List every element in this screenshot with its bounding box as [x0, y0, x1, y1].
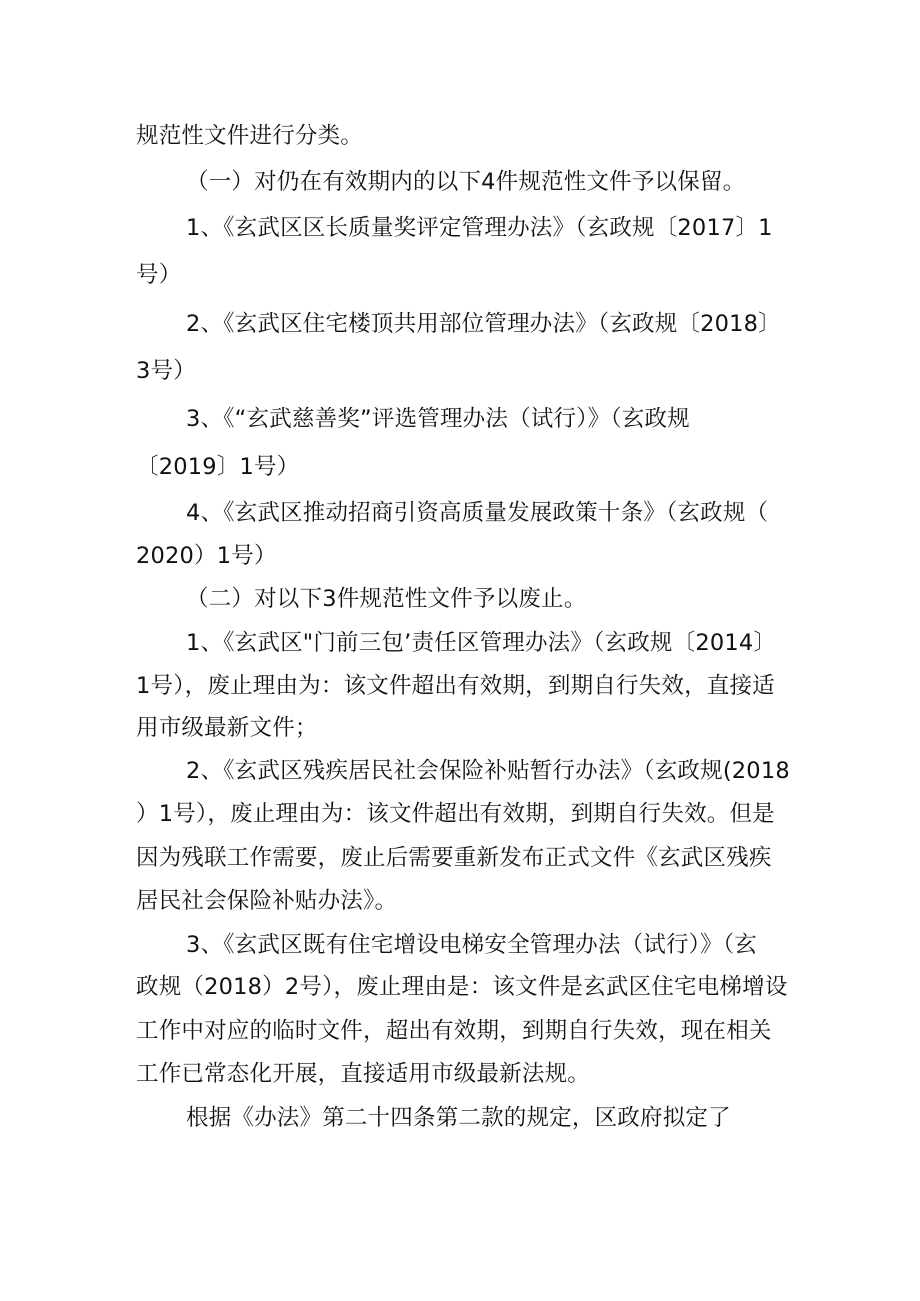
list-item-repeal-1: 1、《玄武区"门前三包’责任区管理办法》（玄政规〔2014〕 — [186, 630, 777, 656]
text-line: 规范性文件进行分类。 — [136, 123, 364, 149]
list-item-retain-4: 4、《玄武区推动招商引资高质量发展政策十条》（玄政规（ — [186, 500, 769, 526]
text-line: 1号），废止理由为：该文件超出有效期，到期自行失效，直接适 — [136, 673, 775, 699]
list-item-retain-1: 1、《玄武区区长质量奖评定管理办法》（玄政规〔2017〕1 — [186, 215, 773, 241]
text-line: 工作已常态化开展，直接适用市级最新法规。 — [136, 1061, 591, 1087]
section-heading-repeal: （二）对以下3件规范性文件予以废止。 — [186, 586, 587, 612]
closing-paragraph: 根据《办法》第二十四条第二款的规定，区政府拟定了 — [186, 1105, 731, 1131]
list-item-retain-2: 2、《玄武区住宅楼顶共用部位管理办法》（玄政规〔2018〕 — [186, 311, 781, 337]
section-heading-retain: （一）对仍在有效期内的以下4件规范性文件予以保留。 — [186, 169, 746, 195]
text-line: 工作中对应的临时文件，超出有效期，到期自行失效，现在相关 — [136, 1018, 772, 1044]
list-item-repeal-2: 2、《玄武区残疾居民社会保险补贴暂行办法》（玄政规(2018 — [186, 758, 790, 784]
text-line: 政规（2018）2号），废止理由是：该文件是玄武区住宅电梯增设 — [136, 974, 788, 1000]
text-line: 居民社会保险补贴办法》。 — [136, 888, 398, 914]
text-line: 因为残联工作需要，废止后需要重新发布正式文件《玄武区残疾 — [136, 845, 772, 871]
text-line: 3号） — [136, 358, 196, 384]
text-line: 2020）1号） — [136, 543, 277, 569]
list-item-repeal-3: 3、《玄武区既有住宅增设电梯安全管理办法（试行）》（玄 — [186, 932, 757, 958]
list-item-retain-3: 3、《“玄武慈善奖”评选管理办法（试行）》（玄政规 — [186, 406, 690, 432]
text-line: 号） — [136, 262, 182, 288]
text-line: 〔2019〕1号） — [136, 454, 300, 480]
text-line: ）1号），废止理由为：该文件超出有效期，到期自行失效。但是 — [136, 801, 775, 827]
text-line: 用市级最新文件； — [136, 715, 318, 741]
